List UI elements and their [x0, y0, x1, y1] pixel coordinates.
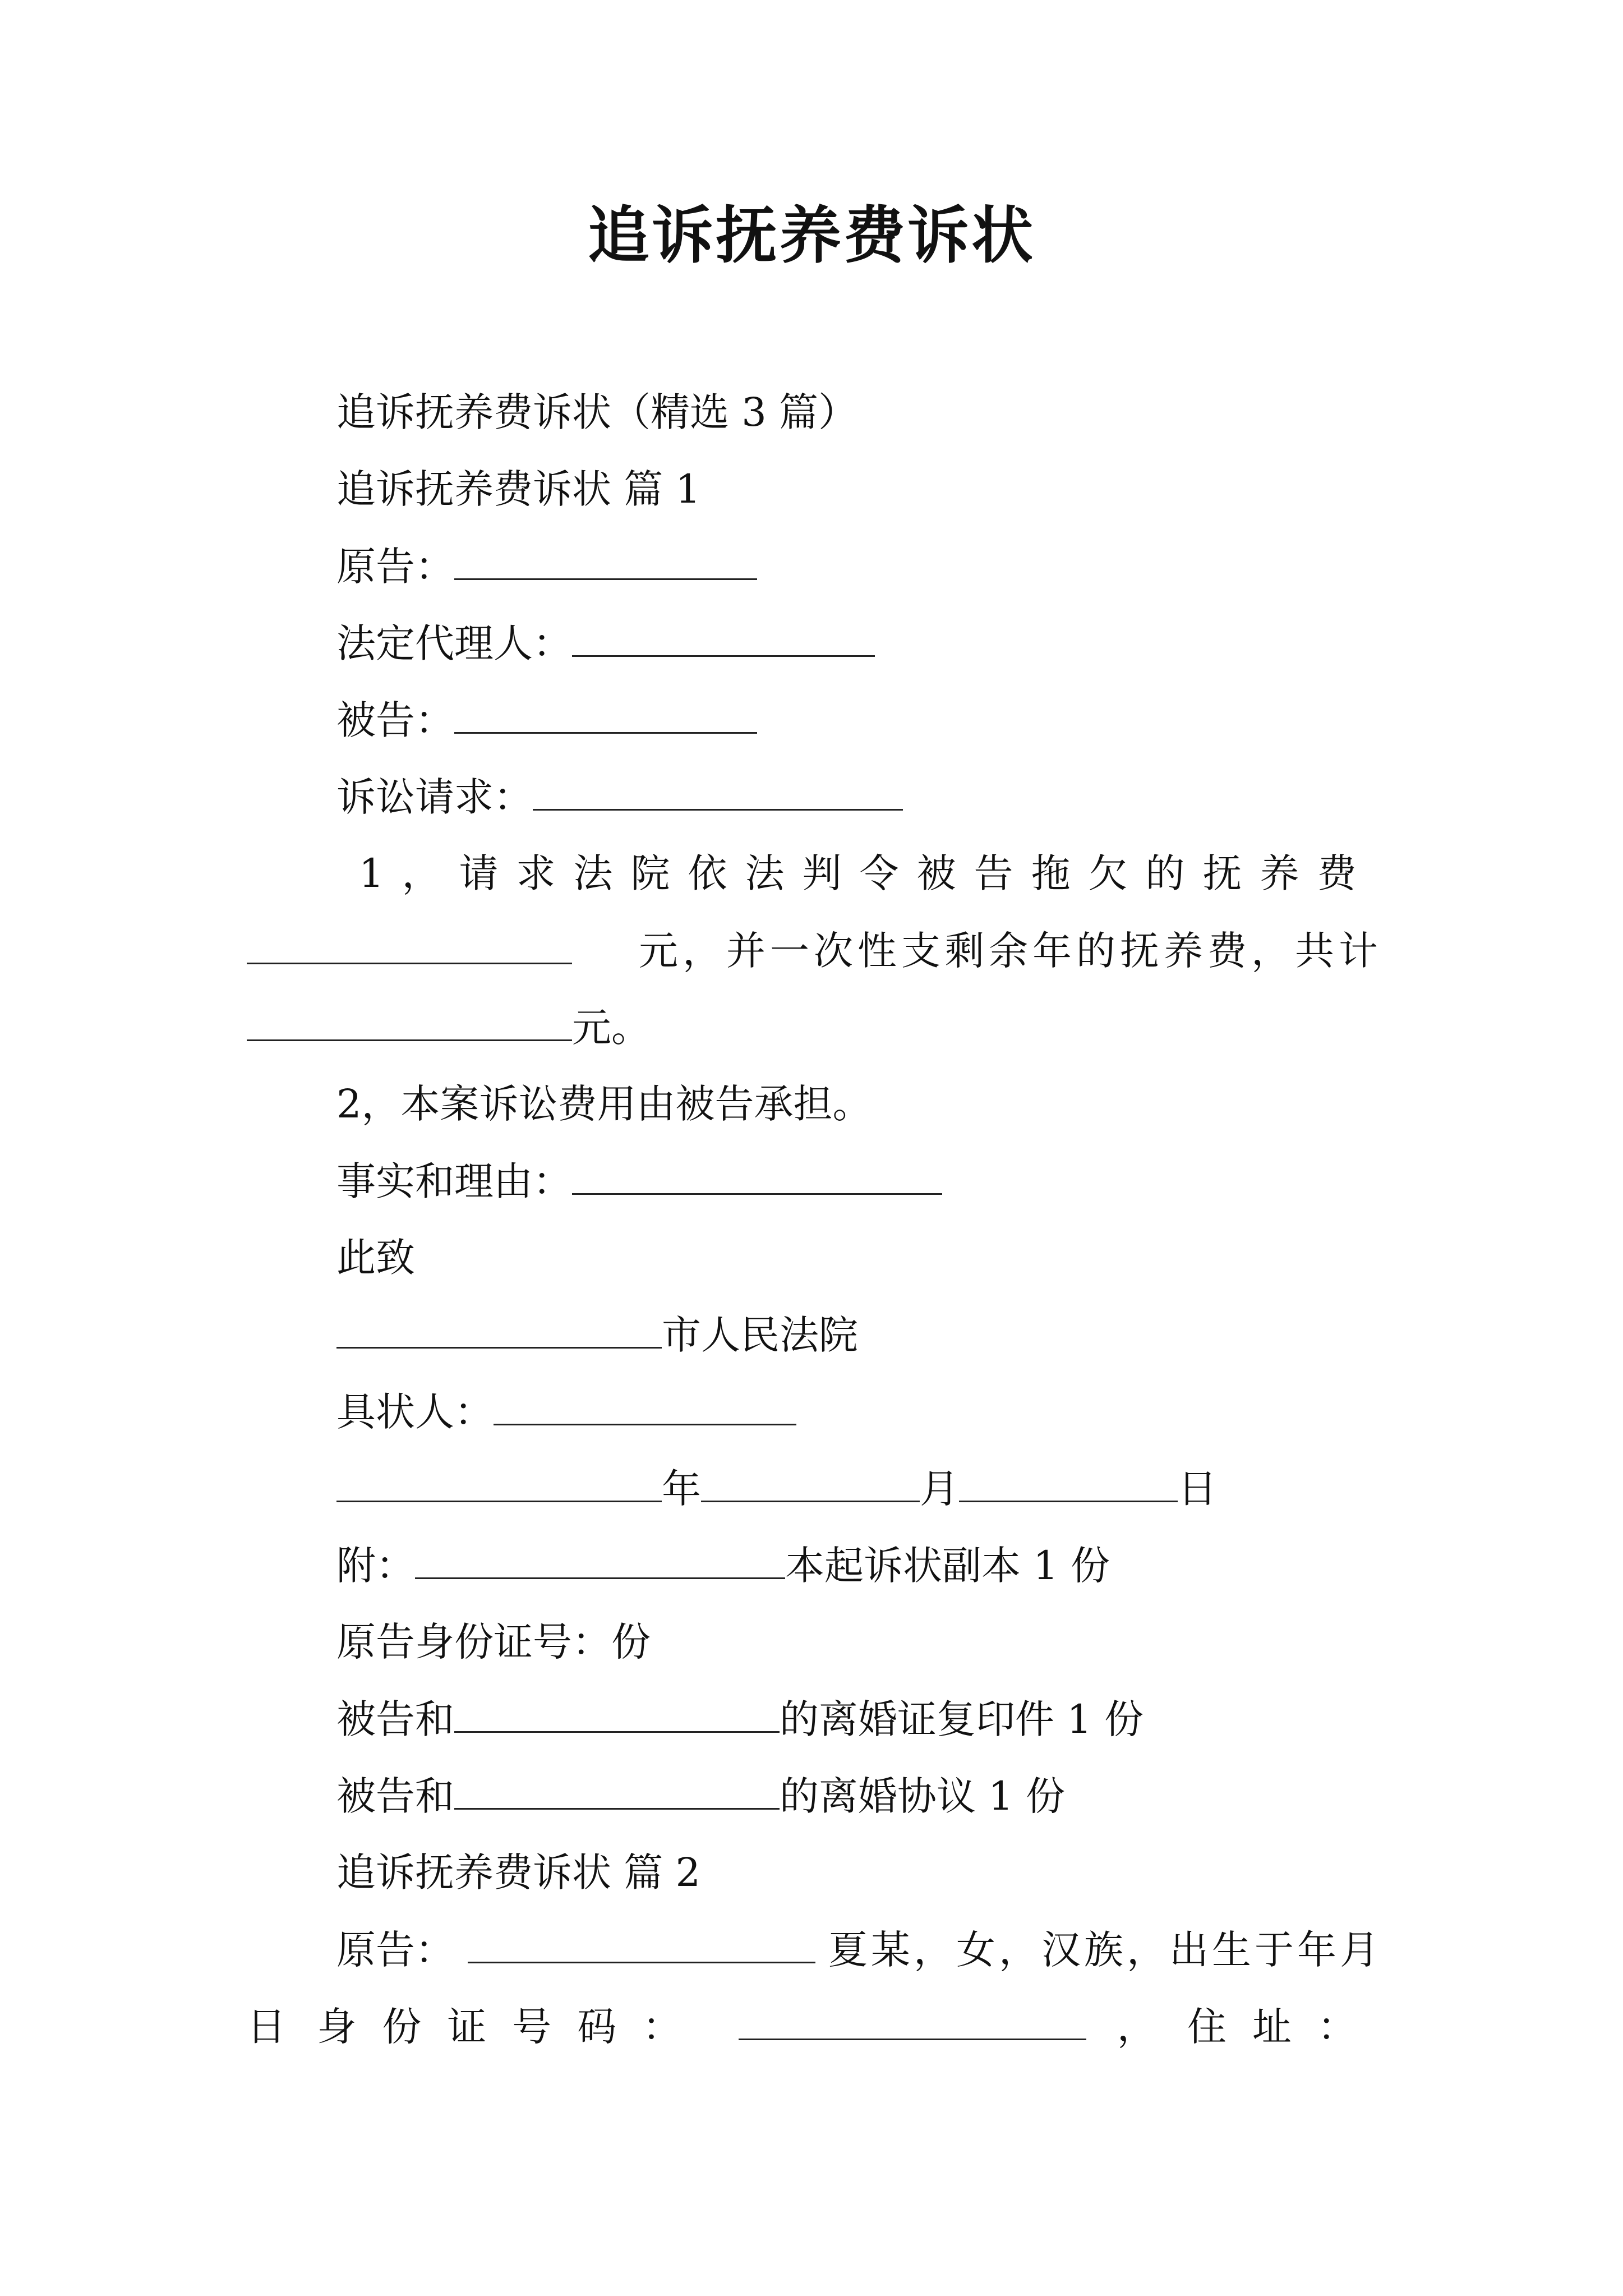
p2-plaintiff-line [336, 1927, 1382, 1972]
plaintiff-label: 原告： [336, 544, 454, 590]
request-2: 2，本案诉讼费用由被告承担。 [336, 1081, 872, 1127]
attachment-agreement-line [336, 1773, 1065, 1819]
request-1-line-1 [359, 851, 1382, 896]
attachment-agreement-suffix: 的离婚协议 1 份 [780, 1773, 1066, 1819]
attachment-agreement-prefix: 被告和 [336, 1773, 454, 1819]
attachment-certificate-line [336, 1696, 1144, 1742]
blank-line [454, 697, 757, 734]
attachment-label: 附： [336, 1543, 415, 1589]
date-day: 日 [1178, 1466, 1217, 1512]
request-1-line-3 [247, 1005, 651, 1050]
blank-line [959, 1466, 1178, 1502]
document-title: 追诉抚养费诉状 [588, 199, 1035, 272]
blank-line [468, 1927, 815, 1963]
blank-line [572, 1158, 942, 1195]
greeting: 此致 [336, 1235, 415, 1281]
p2-address: 住址： [1187, 2004, 1382, 2050]
p2-day: 日 [247, 2004, 286, 2050]
blank-line [336, 1466, 662, 1502]
blank-line [336, 1312, 662, 1349]
attachment-line [336, 1543, 1110, 1588]
court-line [336, 1312, 858, 1358]
blank-line [247, 1005, 572, 1041]
defendant-line [336, 697, 757, 743]
claim-label: 诉讼请求： [336, 774, 533, 820]
p2-id-label: 身份证号码： [317, 2004, 708, 2050]
attachment-certificate-prefix: 被告和 [336, 1696, 454, 1742]
date-month: 月 [920, 1466, 959, 1512]
p2-plaintiff-info: 夏某，女，汉族，出生于年月 [828, 1927, 1382, 1973]
p2-comma: ， [1117, 2004, 1156, 2050]
document-subtitle: 追诉抚养费诉状（精选 3 篇） [336, 389, 858, 435]
blank-line [701, 1466, 920, 1502]
blank-line [454, 544, 757, 580]
request-1-end: 元。 [572, 1005, 651, 1051]
section-heading-2: 追诉抚养费诉状 篇 2 [336, 1849, 701, 1895]
request-1-line-2 [247, 928, 1382, 973]
attachment-certificate-suffix: 的离婚证复印件 1 份 [780, 1696, 1144, 1742]
legal-rep-line [336, 620, 875, 666]
court-label: 市人民法院 [662, 1312, 858, 1358]
blank-line [739, 2004, 1086, 2040]
request-1-lead: 1，请求法院依法判令被告拖欠的抚养费 [359, 850, 1375, 896]
blank-line [572, 620, 875, 657]
facts-label: 事实和理由： [336, 1158, 572, 1204]
date-year: 年 [662, 1466, 701, 1512]
facts-line [336, 1158, 942, 1204]
signer-label: 具状人： [336, 1389, 494, 1435]
blank-line [454, 1696, 780, 1733]
plaintiff-line [336, 544, 757, 589]
date-line [336, 1466, 1217, 1511]
attachment-copy: 本起诉状副本 1 份 [785, 1543, 1110, 1589]
defendant-label: 被告： [336, 697, 454, 743]
blank-line [494, 1389, 796, 1425]
p2-id-line [247, 2004, 1382, 2049]
section-heading-1: 追诉抚养费诉状 篇 1 [336, 466, 701, 512]
legal-rep-label: 法定代理人： [336, 620, 572, 666]
signer-line [336, 1389, 796, 1434]
blank-line [533, 774, 903, 811]
blank-line [454, 1773, 780, 1810]
claim-line [336, 774, 903, 820]
plaintiff-id-line: 原告身份证号：份 [336, 1619, 651, 1665]
request-1-mid: 元，并一次性支剩余年的抚养费，共计 [639, 928, 1382, 974]
blank-line [247, 928, 572, 964]
blank-line [415, 1543, 785, 1579]
p2-plaintiff-label: 原告： [336, 1927, 454, 1973]
